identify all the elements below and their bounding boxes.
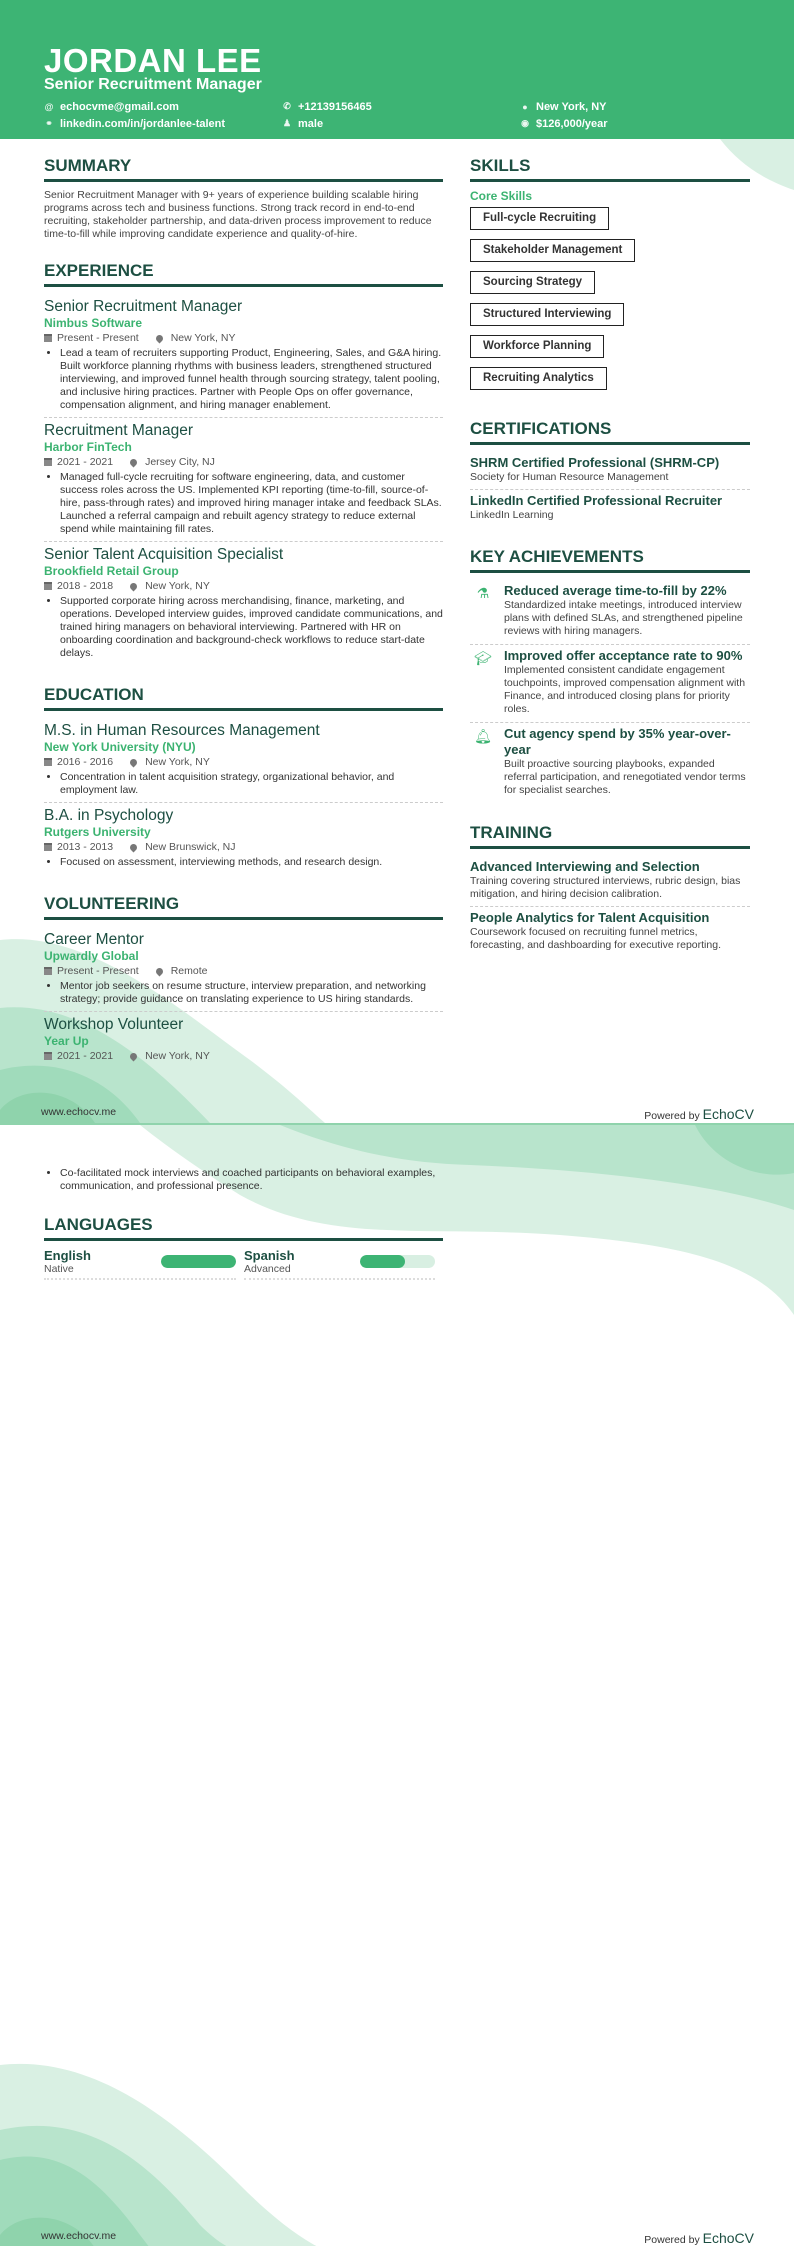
section-heading: KEY ACHIEVEMENTS <box>470 547 750 573</box>
resume-header <box>0 0 794 139</box>
languages-section <box>44 1215 443 1280</box>
job-dates: Present - Present <box>57 332 139 344</box>
contact-phone[interactable] <box>282 100 520 113</box>
footer-site-link[interactable]: www.echocv.me <box>41 1106 117 1118</box>
experience-section <box>44 261 443 665</box>
contact-info <box>44 100 764 130</box>
candidate-name: JORDAN LEE <box>44 42 262 79</box>
volunteer-location: New York, NY <box>145 1050 210 1062</box>
footer-powered <box>644 1106 754 1122</box>
calendar-icon <box>44 967 52 975</box>
proficiency-fill <box>360 1255 405 1268</box>
calendar-icon <box>44 458 52 466</box>
email-icon: @ <box>44 101 54 112</box>
section-heading: EDUCATION <box>44 685 443 711</box>
skill-tag: Stakeholder Management <box>470 239 635 262</box>
achievement-desc: Standardized intake meetings, introduced interview plans with defined SLAs, and strengthened pipeline reviews with hiring managers. <box>504 599 743 637</box>
skill-tag: Sourcing Strategy <box>470 271 595 294</box>
volunteer-location: Remote <box>170 965 208 977</box>
edu-location: New Brunswick, NJ <box>145 841 236 853</box>
volunteer-item <box>44 1012 443 1068</box>
graduation-cap-icon: 🎓︎ <box>474 650 492 666</box>
skills-subheading: Core Skills <box>470 189 533 203</box>
volunteer-continuation <box>44 1167 443 1193</box>
job-title: Senior Talent Acquisition Specialist <box>44 546 284 563</box>
proficiency-bar <box>161 1255 236 1268</box>
volunteer-dates: 2021 - 2021 <box>57 1050 114 1062</box>
certifications-section <box>470 419 750 527</box>
edu-bullet: • Focused on assessment, interviewing methods, and research design. <box>60 856 443 869</box>
company-name: Nimbus Software <box>44 316 143 330</box>
experience-item <box>44 418 443 542</box>
degree-title: M.S. in Human Resources Management <box>44 722 320 739</box>
volunteer-meta <box>44 1049 443 1063</box>
volunteer-item <box>44 927 443 1012</box>
location-pin-icon <box>154 966 164 976</box>
training-desc: Coursework focused on recruiting funnel metrics, forecasting, and dashboarding for executive reporting. <box>470 926 721 951</box>
contact-gender <box>282 117 520 130</box>
contact-linkedin[interactable] <box>44 117 282 130</box>
language-list <box>44 1248 443 1280</box>
summary-section <box>44 156 443 241</box>
job-bullet: • Managed full-cycle recruiting for software engineering, data, and customer success roles across the US. Implemented KPI reporting (time-to-fill, source-of-hire, pass-through rates) and improved hiring manager intake and feedback SLAs. Launched a referral campaign and rebuilt agency strategy to reduce external spend while maintaining fill rates. <box>60 471 443 536</box>
section-heading: SKILLS <box>470 156 750 182</box>
language-level: Native <box>44 1263 74 1275</box>
job-bullet: • Supported corporate hiring across merchandising, finance, marketing, and operations. Developed interview guides, improved candidate communications, and trained hiring managers on behavioral interviewing. Partnered with HR on onboarding coordination and background-check workflows to reduce start-date delays. <box>60 595 443 660</box>
phone-text: +12139156465 <box>298 100 372 113</box>
job-bullet: • Lead a team of recruiters supporting Product, Engineering, Sales, and G&A hiring. Built workforce planning rhythms with business leaders, strengthened structured interviewing, and improved funnel health through sourcing strategy, talent pooling, and inclusive hiring practices. Partner with People Ops on offer governance, compensation alignment, and hiring manager enablement. <box>60 347 443 412</box>
location-pin-icon <box>129 757 139 767</box>
calendar-icon <box>44 334 52 342</box>
language-item <box>244 1248 435 1280</box>
education-section <box>44 685 443 874</box>
bell-icon: 🔔︎ <box>474 728 492 744</box>
person-icon: ♟ <box>282 118 292 128</box>
edu-bullet: • Concentration in talent acquisition strategy, organizational behavior, and employment law. <box>60 771 443 797</box>
achievement-item <box>470 723 750 803</box>
volunteering-section <box>44 894 443 1068</box>
edu-location: New York, NY <box>145 756 210 768</box>
link-icon: ⚭ <box>45 118 53 128</box>
job-meta <box>44 455 443 469</box>
cert-issuer: LinkedIn Learning <box>470 509 554 521</box>
company-name: Harbor FinTech <box>44 440 132 454</box>
edu-meta <box>44 840 443 854</box>
section-heading: CERTIFICATIONS <box>470 419 750 445</box>
language-name: Spanish <box>244 1248 295 1263</box>
skill-tag: Workforce Planning <box>470 335 604 358</box>
school-name: Rutgers University <box>44 825 151 839</box>
volunteer-role: Workshop Volunteer <box>44 1016 184 1033</box>
phone-icon: ✆ <box>283 101 291 111</box>
salary-text: $126,000/year <box>536 117 608 130</box>
volunteer-org: Upwardly Global <box>44 949 139 963</box>
proficiency-fill <box>161 1255 236 1268</box>
email-text: echocvme@gmail.com <box>60 100 179 113</box>
cert-title: SHRM Certified Professional (SHRM-CP) <box>470 455 720 470</box>
footer-powered <box>644 2230 754 2246</box>
page-2 <box>0 1123 794 2246</box>
training-title: People Analytics for Talent Acquisition <box>470 910 710 925</box>
calendar-icon <box>44 1052 52 1060</box>
edu-meta <box>44 755 443 769</box>
school-name: New York University (NYU) <box>44 740 196 754</box>
section-heading: VOLUNTEERING <box>44 894 443 920</box>
job-meta <box>44 331 443 345</box>
job-title: Senior Recruitment Manager <box>44 298 243 315</box>
section-heading: LANGUAGES <box>44 1215 443 1241</box>
training-item <box>470 856 750 907</box>
location-pin-icon <box>129 842 139 852</box>
left-column <box>44 156 443 1088</box>
powered-by-text: Powered by <box>644 2234 700 2246</box>
achievement-item <box>470 580 750 645</box>
right-column <box>470 156 750 977</box>
skill-tag: Full-cycle Recruiting <box>470 207 609 230</box>
contact-salary <box>520 117 720 130</box>
edu-dates: 2016 - 2016 <box>57 756 114 768</box>
brand-logo: EchoCV <box>702 2230 754 2246</box>
experience-item <box>44 542 443 665</box>
job-dates: 2021 - 2021 <box>57 456 114 468</box>
section-heading: TRAINING <box>470 823 750 849</box>
skill-tag: Recruiting Analytics <box>470 367 607 390</box>
language-level: Advanced <box>244 1263 291 1275</box>
footer-site-link[interactable]: www.echocv.me <box>41 2230 117 2242</box>
certification-item <box>470 490 750 527</box>
volunteer-bullet: • Mentor job seekers on resume structure, interview preparation, and networking strategy; provide guidance on translating experience to US hiring standards. <box>60 980 443 1006</box>
achievement-title: Reduced average time-to-fill by 22% <box>504 583 727 598</box>
location-pin-icon <box>154 333 164 343</box>
summary-text: Senior Recruitment Manager with 9+ years of experience building scalable hiring programs across tech and business functions. Strong track record in end-to-end recruiting, stakeholder partnership, and data-driven process improvement to reduce time-to-fill while improving candidate experience and quality-of-hire. <box>44 189 432 240</box>
job-title: Recruitment Manager <box>44 422 194 439</box>
job-location: Jersey City, NJ <box>145 456 215 468</box>
training-desc: Training covering structured interviews, rubric design, bias mitigation, and hiring decision calibration. <box>470 875 741 900</box>
candidate-title: Senior Recruitment Manager <box>44 76 262 93</box>
achievement-title: Improved offer acceptance rate to 90% <box>504 648 743 663</box>
job-meta <box>44 579 443 593</box>
section-heading: SUMMARY <box>44 156 443 182</box>
location-text: New York, NY <box>536 100 607 113</box>
language-item <box>44 1248 236 1280</box>
job-dates: 2018 - 2018 <box>57 580 114 592</box>
edu-dates: 2013 - 2013 <box>57 841 114 853</box>
proficiency-bar <box>360 1255 435 1268</box>
section-heading: EXPERIENCE <box>44 261 443 287</box>
achievement-desc: Implemented consistent candidate engagement touchpoints, improved compensation alignment with Finance, and introduced closing plans for priority roles. <box>504 664 746 715</box>
job-location: New York, NY <box>145 580 210 592</box>
contact-location <box>520 100 720 113</box>
education-item <box>44 718 443 803</box>
language-name: English <box>44 1248 91 1263</box>
education-item <box>44 803 443 874</box>
achievement-desc: Built proactive sourcing playbooks, expanded referral participation, and renegotiated vendor terms for specialist searches. <box>504 758 746 796</box>
volunteer-meta <box>44 964 443 978</box>
cert-issuer: Society for Human Resource Management <box>470 471 669 483</box>
money-icon: ◉ <box>521 118 529 128</box>
brand-logo: EchoCV <box>702 1106 754 1122</box>
achievements-section <box>470 547 750 803</box>
company-name: Brookfield Retail Group <box>44 564 179 578</box>
volunteer-dates: Present - Present <box>57 965 139 977</box>
achievement-title: Cut agency spend by 35% year-over-year <box>504 726 731 757</box>
powered-by-text: Powered by <box>644 1110 700 1122</box>
skill-tag: Structured Interviewing <box>470 303 624 326</box>
degree-title: B.A. in Psychology <box>44 807 174 824</box>
flask-icon: ⚗ <box>476 585 490 601</box>
achievement-item <box>470 645 750 723</box>
training-section <box>470 823 750 957</box>
gender-text: male <box>298 117 324 130</box>
volunteer-bullet: • Co-facilitated mock interviews and coached participants on behavioral examples, communication, and professional presence. <box>60 1167 443 1193</box>
training-title: Advanced Interviewing and Selection <box>470 859 700 874</box>
location-pin-icon: ● <box>522 101 528 112</box>
location-pin-icon <box>129 581 139 591</box>
skills-section <box>470 156 750 399</box>
calendar-icon <box>44 582 52 590</box>
location-pin-icon <box>129 457 139 467</box>
volunteer-role: Career Mentor <box>44 931 144 948</box>
calendar-icon <box>44 758 52 766</box>
certification-item <box>470 452 750 490</box>
training-item <box>470 907 750 957</box>
contact-email[interactable] <box>44 100 282 113</box>
calendar-icon <box>44 843 52 851</box>
skill-tags <box>470 207 750 399</box>
cert-title: LinkedIn Certified Professional Recruiter <box>470 493 723 508</box>
left-column-continued <box>44 1167 443 1300</box>
volunteer-org: Year Up <box>44 1034 89 1048</box>
linkedin-text: linkedin.com/in/jordanlee-talent <box>60 117 226 130</box>
experience-item <box>44 294 443 418</box>
job-location: New York, NY <box>170 332 236 344</box>
location-pin-icon <box>129 1051 139 1061</box>
